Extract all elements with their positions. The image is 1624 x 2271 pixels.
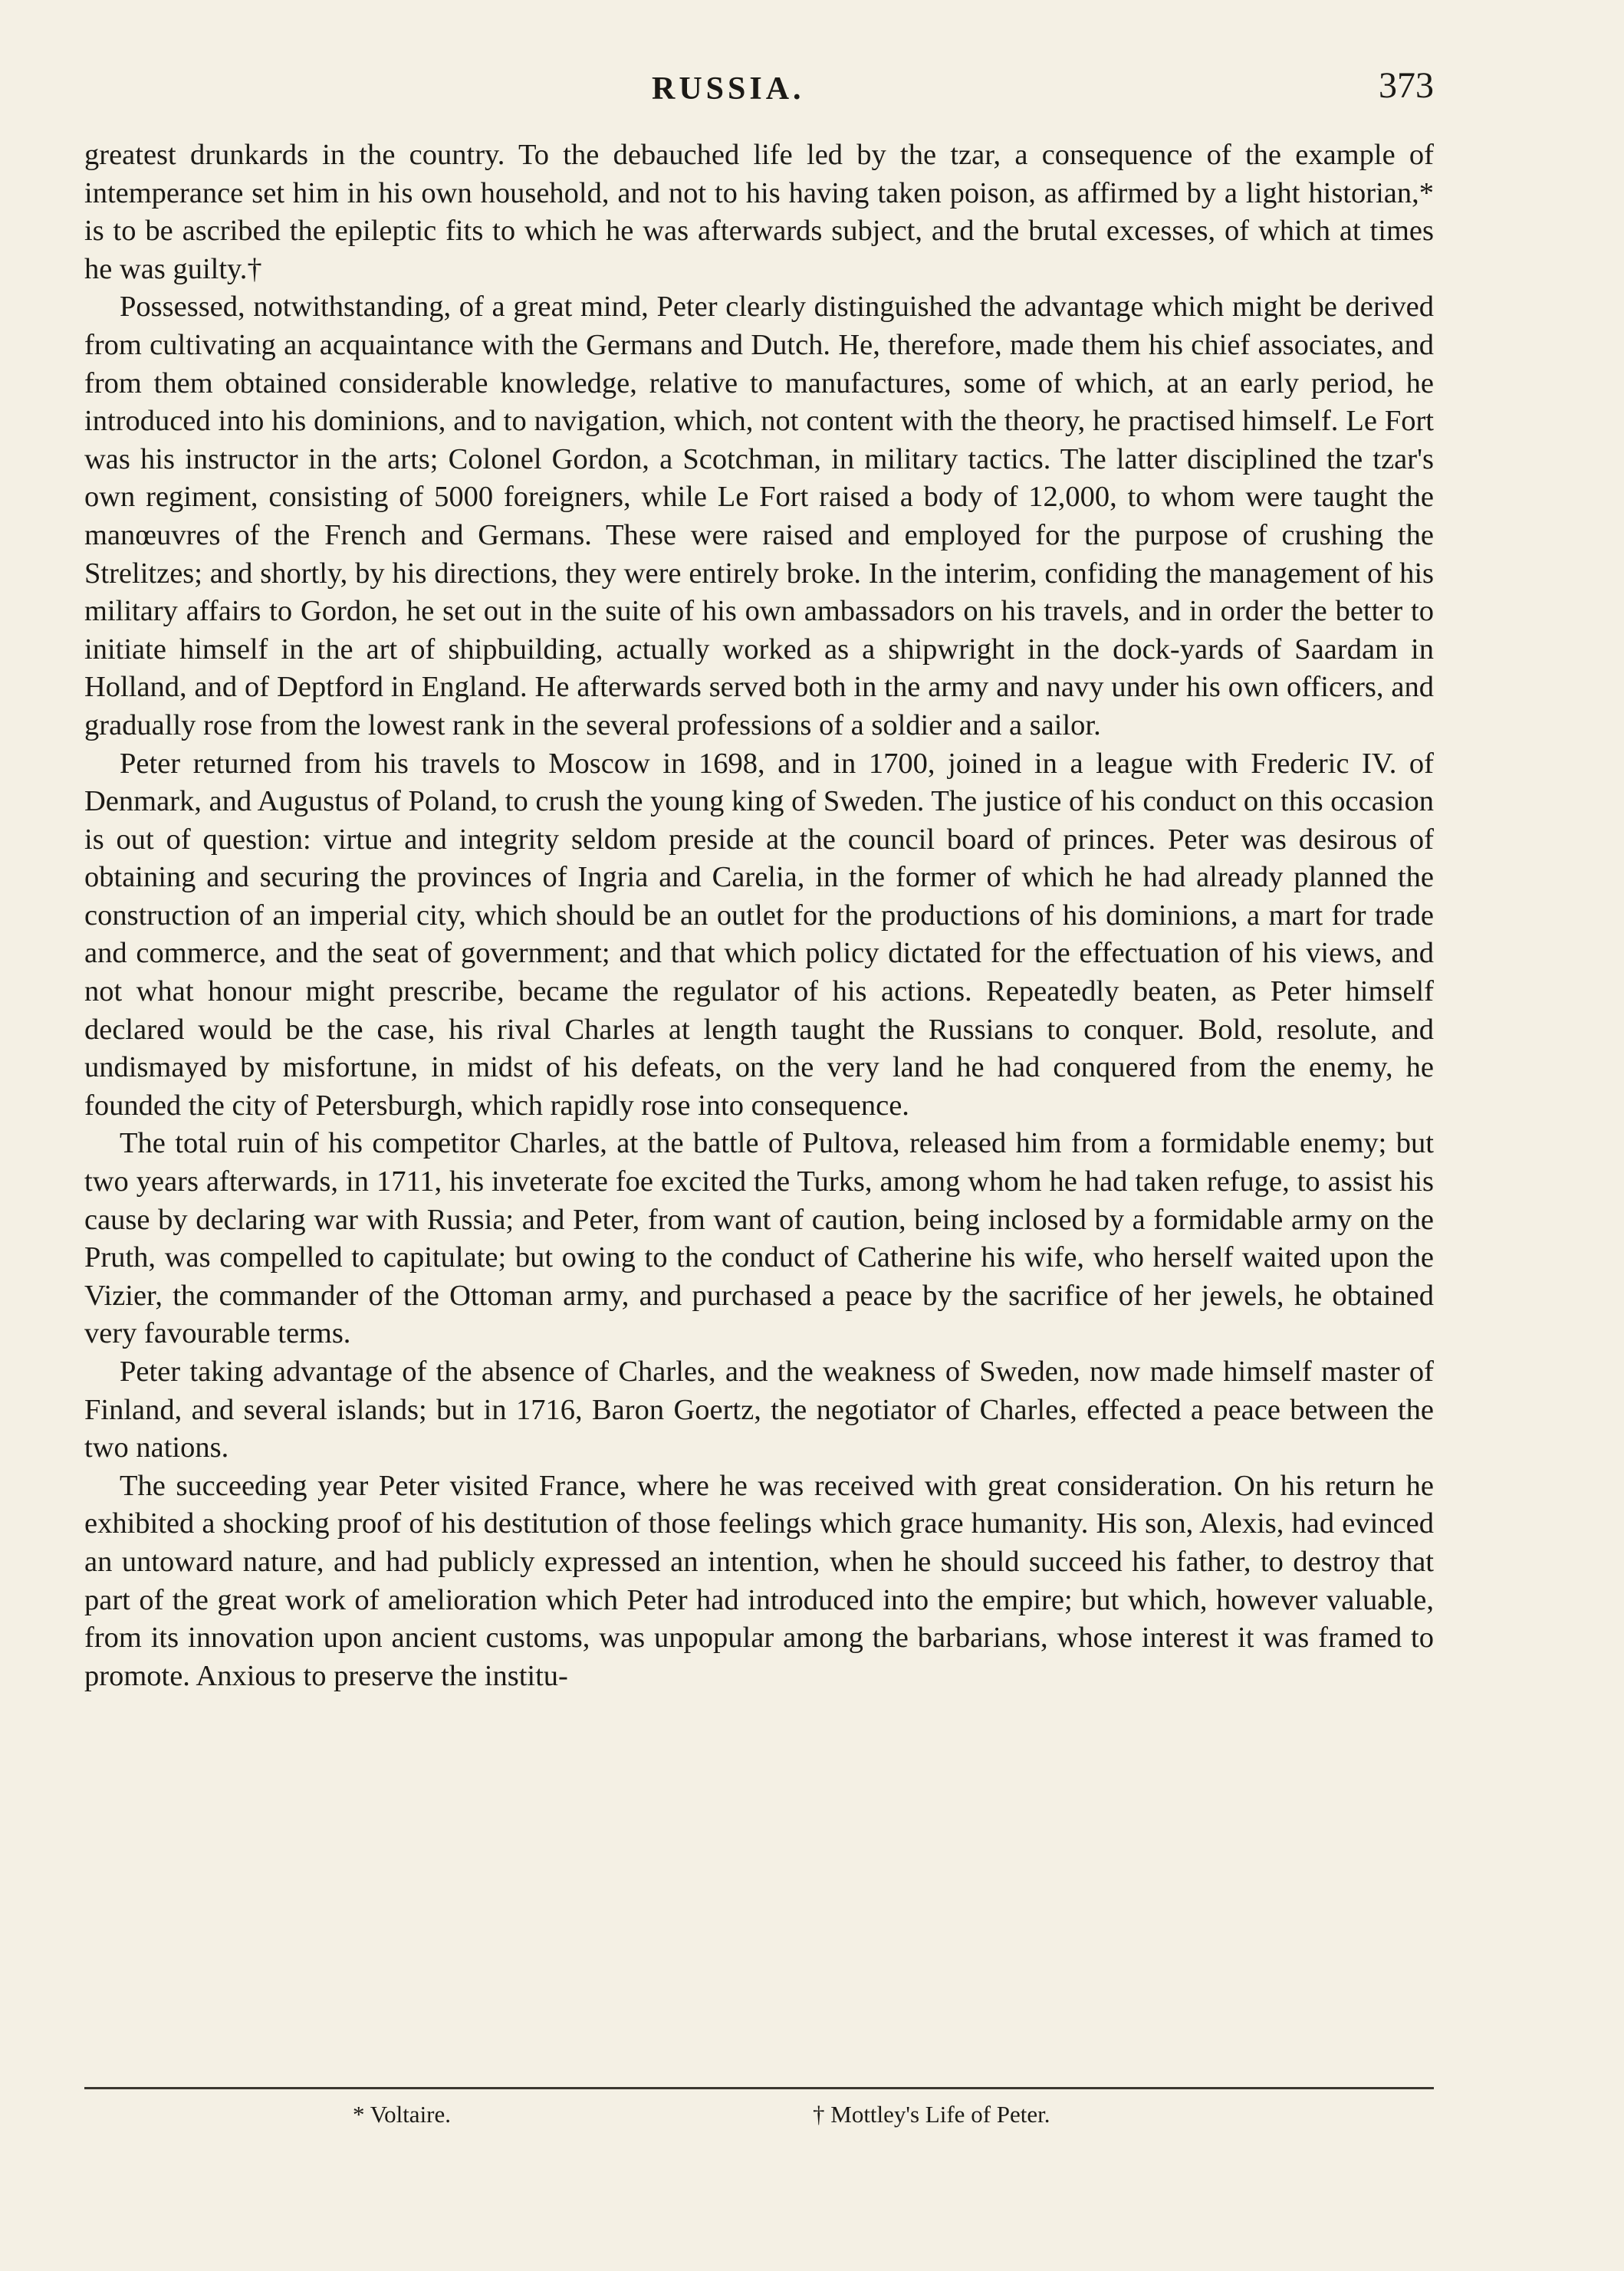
paragraph-1: greatest drunkards in the country. To the debauched life led by the tzar, a consequence of the example of intemperance set him in his own household, and not to his having taken poison, as affirmed by a light historian,* is to be ascribed the epileptic fits to which he was afterwards subject, and the brutal excesses, of which at times he was guilty.† (84, 139, 1434, 285)
running-head: RUSSIA. (652, 71, 805, 107)
paragraph-3: Peter returned from his travels to Moscow in 1698, and in 1700, joined in a league with Frederic IV. of Denmark, and Augustus of Poland, to crush the young king of Sweden. The justice of his conduct on this occasion is out of question: virtue and integrity seldom preside at the council board of princes. Peter was desirous of obtaining and securing the provinces of Ingria and Carelia, in the former of which he had already planned the construction of an imperial city, which should be an outlet for the productions of his dominions, a mart for trade and commerce, and the seat of government; and that which policy dictated for the effectuation of his views, and not what honour might prescribe, became the regulator of his actions. Repeatedly beaten, as Peter himself declared would be the case, his rival Charles at length taught the Russians to conquer. Bold, resolute, and undismayed by misfortune, in midst of his defeats, on the very land he had conquered from the enemy, he founded the city of Petersburgh, which rapidly rose into consequence. (84, 747, 1434, 1122)
footnote-voltaire: * Voltaire. (353, 2101, 452, 2128)
page-number: 373 (1379, 65, 1434, 106)
footnote-mottley: † Mottley's Life of Peter. (813, 2101, 1050, 2128)
paragraph-2: Possessed, notwithstanding, of a great mind, Peter clearly distinguished the advantage which might be derived from cultivating an acquaintance with the Germans and Dutch. He, therefore, made them his chief associates, and from them obtained considerable knowledge, relative to manufactures, some of which, at an early period, he introduced into his dominions, and to navigation, which, not content with the theory, he practised himself. Le Fort was his instructor in the arts; Colonel Gordon, a Scotchman, in military tactics. The latter disciplined the tzar's own regiment, consisting of 5000 foreigners, while Le Fort raised a body of 12,000, to whom were taught the manœuvres of the French and Germans. These were raised and employed for the purpose of crushing the Strelitzes; and shortly, by his directions, they were entirely broke. In the interim, confiding the management of his military affairs to Gordon, he set out in the suite of his own ambassadors on his travels, and in order the better to initiate himself in the art of shipbuilding, actually worked as a shipwright in the dock-yards of Saardam in Holland, and of Deptford in England. He afterwards served both in the army and navy under his own officers, and gradually rose from the lowest rank in the several professions of a soldier and a sailor. (84, 291, 1434, 741)
paragraph-6: The succeeding year Peter visited France, where he was received with great consideration. On his return he exhibited a shocking proof of his destitution of those feelings which grace humanity. His son, Alexis, had evinced an untoward nature, and had publicly expressed an intention, when he should succeed his father, to destroy that part of the great work of amelioration which Peter had introduced into the empire; but which, however valuable, from its innovation upon ancient customs, was unpopular among the barbarians, whose interest it was framed to promote. Anxious to preserve the institu- (84, 1469, 1434, 1692)
paragraph-5: Peter taking advantage of the absence of Charles, and the weakness of Sweden, now made himself master of Finland, and several islands; but in 1716, Baron Goertz, the negotiator of Charles, effected a peace between the two nations. (84, 1356, 1434, 1464)
footnote-divider (84, 2087, 1434, 2089)
page-header (84, 65, 1434, 117)
body-text (84, 136, 1434, 1695)
paragraph-4: The total ruin of his competitor Charles, at the battle of Pultova, released him from a formidable enemy; but two years afterwards, in 1711, his inveterate foe excited the Turks, among whom he had taken refuge, to assist his cause by declaring war with Russia; and Peter, from want of caution, being inclosed by a formidable army on the Pruth, was compelled to capitulate; but owing to the conduct of Catherine his wife, who herself waited upon the Vizier, the commander of the Ottoman army, and purchased a peace by the sacrifice of her jewels, he obtained very favourable terms. (84, 1127, 1434, 1350)
